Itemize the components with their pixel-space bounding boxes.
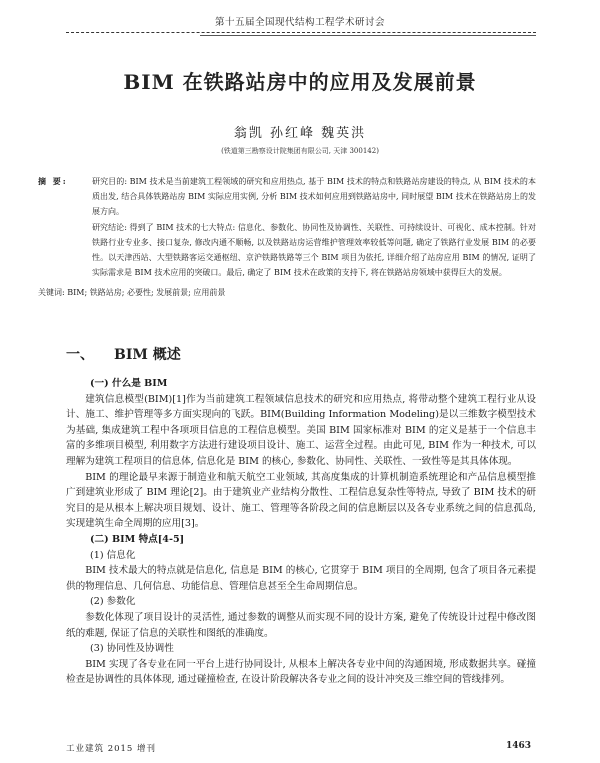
section-number: 一、	[66, 347, 94, 363]
running-header: 第十五届全国现代结构工程学术研讨会	[214, 17, 385, 28]
paper-title: BIM 在铁路站房中的应用及发展前景	[123, 70, 477, 94]
body-paragraph-1: 建筑信息模型(BIM)[1]作为当前建筑工程领域信息技术的研究和应用热点, 将带动整个建筑工程行业从设计、施工、维护管理等多方面实现向的飞跃。BIM(Building Information Modeling)是以三维数字模型技术为基础, 集成建筑工程中各项项目信息的工程信息模型。美国 BIM 国家标准对 BIM 的定义是基于一个信息丰富的多维项目模型, 利用数字方法进行建设项目设计、施工、运营全过程。由此可见, BIM 作为一种技术, 可以理解为建筑工程项目的信息体, 信息化是 BIM 的核心, 参数化、协同性、关联性、一致性等是其具体体现。	[66, 393, 536, 467]
paper-authors: 翁凯 孙红峰 魏英洪	[233, 126, 367, 141]
body-text	[66, 376, 536, 688]
abstract-conclusion: 研究结论: 得到了 BIM 技术的七大特点: 信息化、参数化、协同性及协调性、关联性、可持续设计、可视化、成本控制。针对铁路行业专业多、接口复杂, 修改内通不顺畅, 以及铁路站房运营维护管理效率较低等问题, 确定了铁路行业发展 BIM 的必要性。以天津西站、大型铁路客运交通枢纽、京沪铁路铁路等三个 BIM 项目为依托, 详细介绍了站房应用 BIM 的情况, 证明了实际需求是 BIM 技术应用的突破口。最后, 确定了 BIM 技术在政策的支持下, 将在铁路站房领域中获得巨大的发展。	[92, 222, 536, 278]
item-title-3: (3) 协同性及协调性	[90, 643, 174, 655]
paper-affiliation: (铁道第三勘察设计院集团有限公司, 天津 300142)	[221, 147, 379, 155]
page-number: 1463	[506, 741, 532, 751]
section-title: BIM 概述	[114, 347, 181, 363]
keywords: 关键词: BIM; 铁路站房; 必要性; 发展前景; 应用前景	[38, 288, 226, 298]
subsection-title-2: (二) BIM 特点[4-5]	[90, 533, 185, 545]
item-title-2: (2) 参数化	[90, 596, 136, 608]
abstract-label: 摘 要:	[38, 176, 68, 186]
item-text-2: 参数化体现了项目设计的灵活性, 通过参数的调整从而实现不同的设计方案, 避免了传统设计过程中修改图纸的难题, 保证了信息的关联性和图纸的准确度。	[66, 611, 536, 639]
footer-journal: 工业建筑 2015 增刊	[66, 744, 157, 754]
abstract-block	[38, 174, 536, 301]
item-title-1: (1) 信息化	[90, 549, 136, 561]
abstract-purpose: 研究目的: BIM 技术是当前建筑工程领域的研究和应用热点, 基于 BIM 技术的特点和铁路站房建设的特点, 从 BIM 技术的本质出发, 结合具体铁路站房 BIM 实际应用实例, 分析 BIM 技术如何应用到铁路站房中, 同时展望 BIM 技术在铁路站房上的发展方向。	[92, 177, 536, 217]
header-rule	[66, 32, 536, 33]
item-text-1: BIM 技术最大的特点就是信息化, 信息是 BIM 的核心, 它贯穿于 BIM 项目的全周期, 包含了项目各元素提供的物理信息、几何信息、功能信息、管理信息甚至全生命周期信息。	[66, 565, 536, 592]
body-paragraph-2: BIM 的理论最早来源于制造业和航天航空工业领域, 其高度集成的计算机制造系统理论和产品信息模型推广到建筑业形成了 BIM 理论[2]。由于建筑业产业结构分散性、工程信息复杂性等特点, 导致了 BIM 技术的研究目的是从根本上解决项目规划、设计、施工、管理等各阶段之间的信息断层以及各专业系统之间的信息孤岛, 实现建筑生命全周期的应用[3]。	[66, 471, 536, 530]
subsection-title-1: (一) 什么是 BIM	[90, 378, 168, 389]
header-rule-thin	[200, 35, 536, 36]
item-text-3: BIM 实现了各专业在同一平台上进行协同设计, 从根本上解决各专业中间的沟通困境, 形成数据共享。碰撞检查是协调性的具体体现, 通过碰撞检查, 在设计阶段解决各专业之间的设计冲突及三维空间的管线排列。	[66, 658, 536, 686]
section-heading	[66, 344, 181, 364]
